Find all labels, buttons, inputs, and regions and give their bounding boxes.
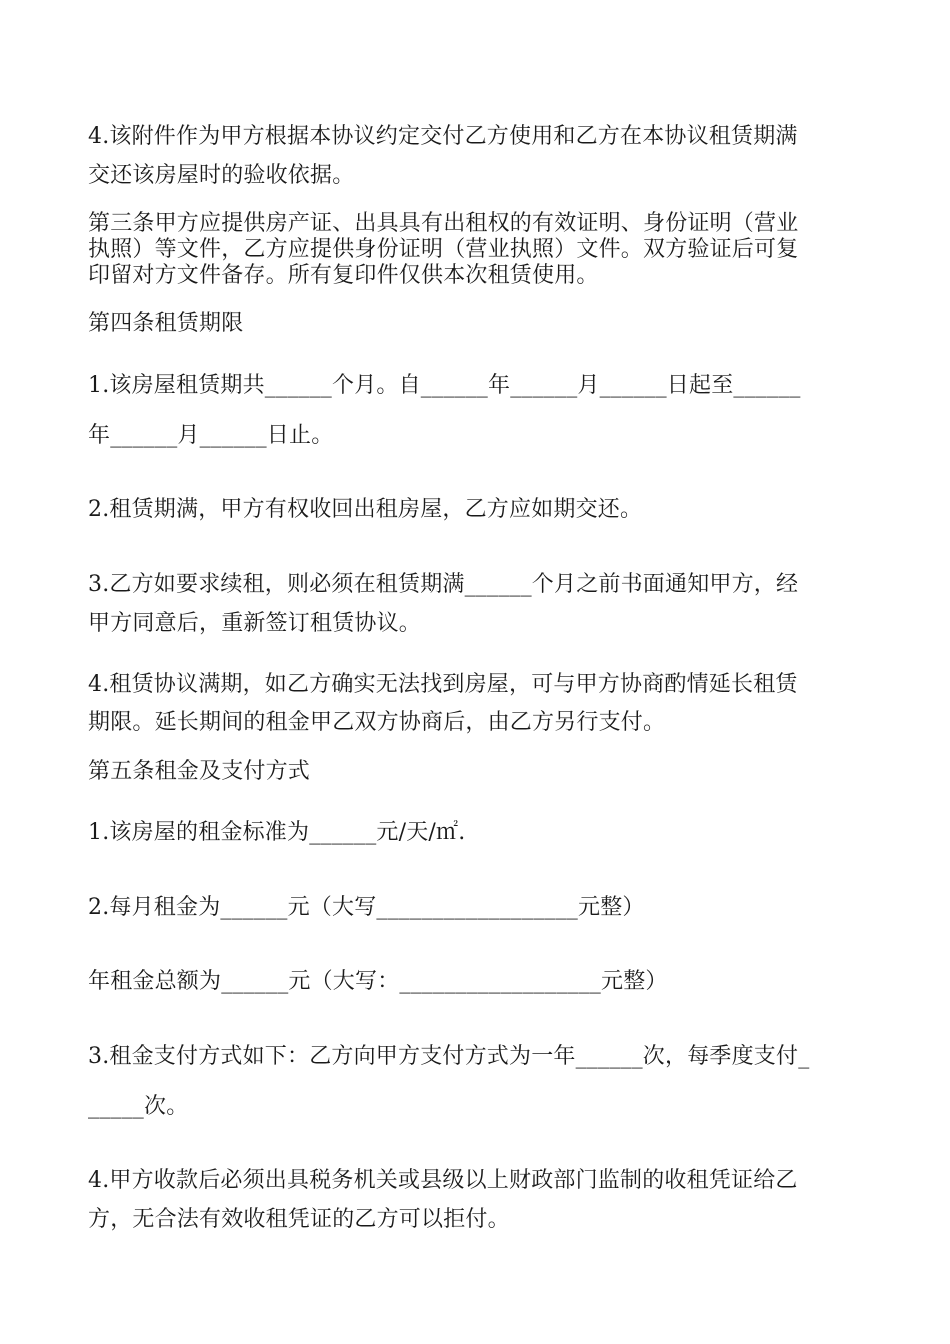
text-line: 第三条甲方应提供房产证、出具具有出租权的有效证明、身份证明（营业 bbox=[88, 211, 799, 236]
text-line: 2.租赁期满，甲方有权收回出租房屋，乙方应如期交还。 bbox=[88, 497, 643, 522]
text-line: 年租金总额为______元（大写：__________________元整） bbox=[88, 969, 668, 994]
section-heading: 第五条租金及支付方式 bbox=[88, 759, 311, 784]
text-line: 执照）等文件，乙方应提供身份证明（营业执照）文件。双方验证后可复 bbox=[88, 237, 799, 262]
text-line: 期限。延长期间的租金甲乙双方协商后，由乙方另行支付。 bbox=[88, 710, 666, 735]
text-line: 年______月______日止。 bbox=[88, 423, 334, 448]
section-heading: 第四条租赁期限 bbox=[88, 311, 244, 336]
text-line: 1.该房屋租赁期共______个月。自______年______月______日起至______ bbox=[88, 373, 801, 398]
text-line: 方，无合法有效收租凭证的乙方可以拒付。 bbox=[88, 1207, 510, 1232]
text-line: 2.每月租金为______元（大写__________________元整） bbox=[88, 895, 645, 920]
text-line: 4.该附件作为甲方根据本协议约定交付乙方使用和乙方在本协议租赁期满 bbox=[88, 124, 798, 149]
text-line: 印留对方文件备存。所有复印件仅供本次租赁使用。 bbox=[88, 263, 599, 288]
text-line: 甲方同意后，重新签订租赁协议。 bbox=[88, 611, 422, 636]
text-line: 1.该房屋的租金标准为______元/天/㎡. bbox=[88, 820, 466, 845]
text-line: _____次。 bbox=[88, 1094, 189, 1119]
text-line: 3.租金支付方式如下：乙方向甲方支付方式为一年______次，每季度支付_ bbox=[88, 1044, 810, 1069]
text-line: 交还该房屋时的验收依据。 bbox=[88, 163, 355, 188]
text-line: 3.乙方如要求续租，则必须在租赁期满______个月之前书面通知甲方，经 bbox=[88, 572, 799, 597]
text-line: 4.租赁协议满期，如乙方确实无法找到房屋，可与甲方协商酌情延长租赁 bbox=[88, 672, 798, 697]
text-line: 4.甲方收款后必须出具税务机关或县级以上财政部门监制的收租凭证给乙 bbox=[88, 1168, 798, 1193]
